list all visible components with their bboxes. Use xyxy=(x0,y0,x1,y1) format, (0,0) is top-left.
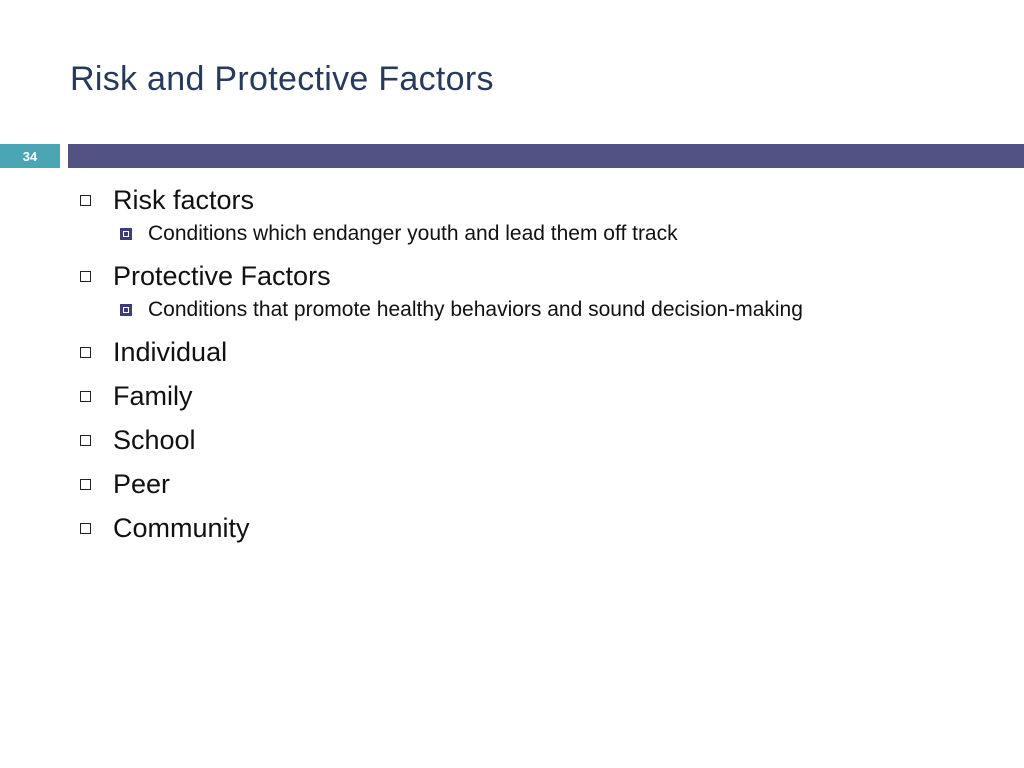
hollow-square-bullet-icon xyxy=(80,435,91,446)
bullet-text: Conditions that promote healthy behaviors and sound decision-making xyxy=(148,298,803,321)
bullet-text: Risk factors xyxy=(113,185,255,215)
list-item xyxy=(80,422,980,458)
hollow-square-bullet-icon xyxy=(80,271,91,282)
bullet-text: Conditions which endanger youth and lead them off track xyxy=(148,222,678,245)
list-item xyxy=(80,466,980,502)
filled-square-bullet-icon xyxy=(120,304,132,316)
bullet-text: Family xyxy=(113,381,193,411)
hollow-square-bullet-icon xyxy=(80,195,91,206)
bullet-text: Protective Factors xyxy=(113,261,331,291)
bullet-text: Peer xyxy=(113,469,171,499)
bullet-text: Individual xyxy=(113,337,228,367)
hollow-square-bullet-icon xyxy=(80,391,91,402)
slide-title: Risk and Protective Factors xyxy=(70,60,494,98)
hollow-square-bullet-icon xyxy=(80,479,91,490)
list-item xyxy=(80,378,980,414)
header-bar xyxy=(68,144,1024,168)
slide-number: 34 xyxy=(0,144,60,168)
filled-square-bullet-icon xyxy=(120,228,132,240)
hollow-square-bullet-icon xyxy=(80,523,91,534)
list-item xyxy=(80,334,980,370)
hollow-square-bullet-icon xyxy=(80,347,91,358)
list-item xyxy=(80,258,980,294)
list-item xyxy=(120,296,980,324)
list-item xyxy=(80,182,980,218)
bullet-text: School xyxy=(113,425,196,455)
bullet-text: Community xyxy=(113,513,250,543)
list-item xyxy=(120,220,980,248)
list-item xyxy=(80,510,980,546)
bullet-list xyxy=(80,182,980,554)
